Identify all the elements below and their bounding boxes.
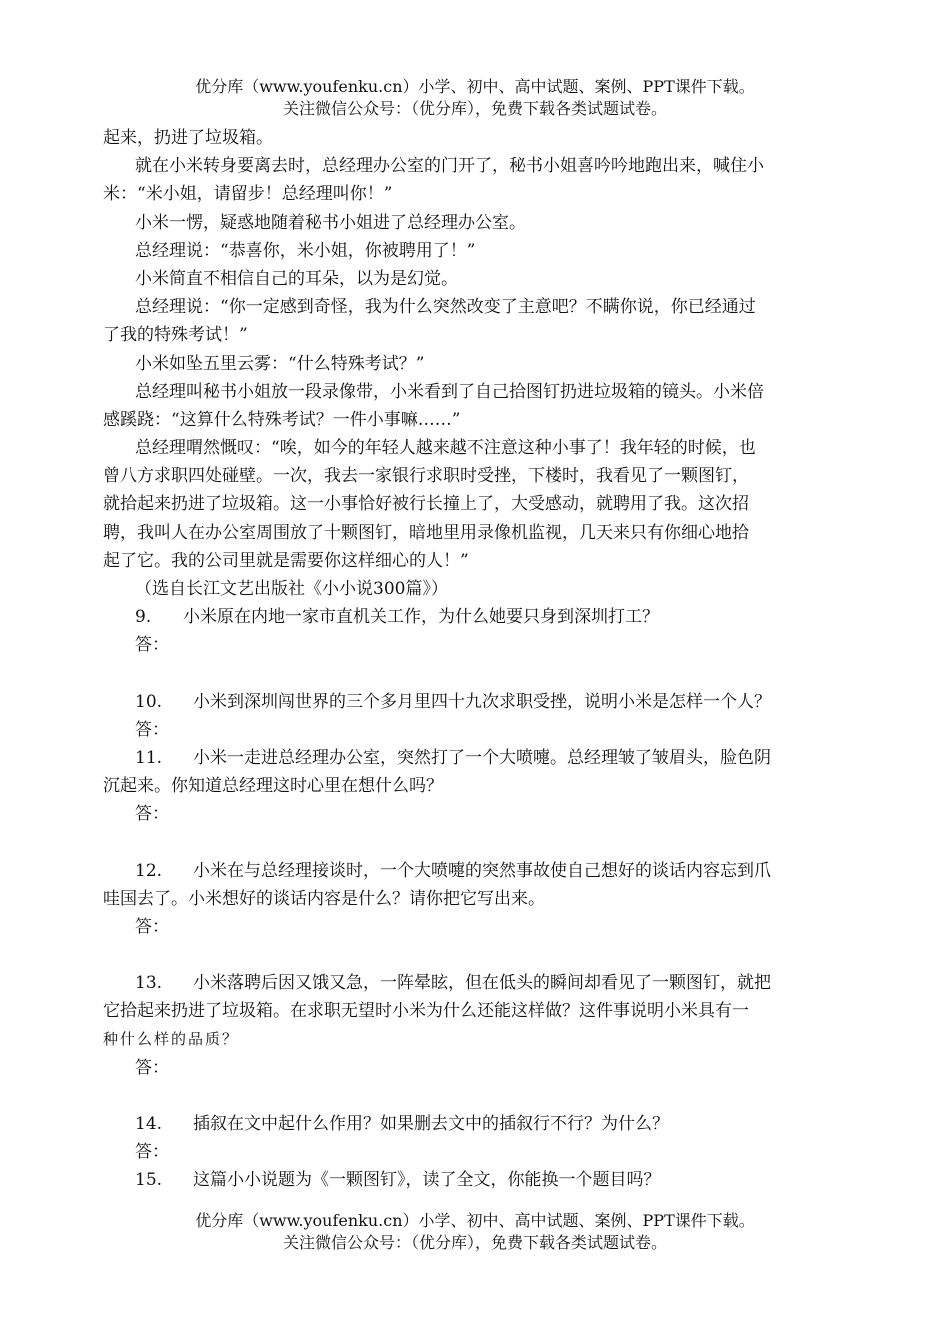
story-paragraph: 总经理说：“你一定感到奇怪，我为什么突然改变了主意吧？不瞒你说，你已经通过 xyxy=(135,297,756,318)
story-paragraph-continued: 感蹊跷：“这算什么特殊考试？一件小事嘛……” xyxy=(103,409,461,430)
header-line-2: 关注微信公众号：（优分库），免费下载各类试题试卷。 xyxy=(282,99,667,118)
question-12 xyxy=(103,857,848,885)
document-body xyxy=(103,124,848,1194)
answer-label: 答： xyxy=(135,1142,169,1162)
question-number: 12. xyxy=(135,860,163,881)
question-text: 小米一走进总经理办公室，突然打了一个大喷嚏。总经理皱了皱眉头，脸色阴 xyxy=(193,747,771,768)
story-paragraph: 小米简直不相信自己的耳朵，以为是幻觉。 xyxy=(135,268,458,289)
answer-space xyxy=(103,660,848,688)
question-text: 小米在与总经理接谈时，一个大喷嚏的突然事故使自己想好的谈话内容忘到爪 xyxy=(193,860,771,881)
question-text: 小米落聘后因又饿又急，一阵晕眩，但在低头的瞬间却看见了一颗图钉，就把 xyxy=(193,973,771,994)
story-source: （选自长江文艺出版社《小小说300篇》） xyxy=(135,579,448,599)
question-number: 14. xyxy=(135,1113,163,1134)
story-paragraph: 总经理叫秘书小姐放一段录像带，小米看到了自己拾图钉扔进垃圾箱的镜头。小米倍 xyxy=(135,381,764,402)
answer-label: 答： xyxy=(135,916,169,937)
story-paragraph: 总经理说：“恭喜你，米小姐，你被聘用了！” xyxy=(135,240,476,261)
story-paragraph-continued: 聘，我叫人在办公室周围放了十颗图钉，暗地里用录像机监视，几天来只有你细心地拾 xyxy=(103,522,749,543)
answer-space xyxy=(103,829,848,857)
story-paragraph: 就在小米转身要离去时，总经理办公室的门开了，秘书小姐喜吟吟地跑出来，喊住小 xyxy=(135,156,764,177)
story-paragraph: 小米如坠五里云雾：“什么特殊考试？” xyxy=(135,353,425,374)
question-text-continued: 种什么样的品质？ xyxy=(103,1030,240,1049)
answer-label: 答： xyxy=(135,1057,169,1078)
answer-space xyxy=(103,1082,848,1110)
answer-label: 答： xyxy=(135,719,169,740)
footer-line-2: 关注微信公众号：（优分库），免费下载各类试题试卷。 xyxy=(282,1233,667,1252)
story-paragraph-continued: 米：“米小姐，请留步！总经理叫你！” xyxy=(103,184,393,205)
answer-space xyxy=(103,941,848,969)
question-number: 15. xyxy=(135,1170,163,1191)
page-header xyxy=(0,76,950,120)
question-number: 13. xyxy=(135,973,163,994)
story-paragraph-continued: 起了它。我的公司里就是需要你这样细心的人！” xyxy=(103,550,469,571)
question-text: 小米到深圳闯世界的三个多月里四十九次求职受挫，说明小米是怎样一个人？ xyxy=(193,691,771,712)
answer-label: 答： xyxy=(135,804,169,825)
question-number: 11. xyxy=(135,747,163,768)
header-line-1: 优分库（www.youfenku.cn）小学、初中、高中试题、案例、PPT课件下载。 xyxy=(195,77,755,96)
question-10 xyxy=(103,688,848,716)
question-number: 9. xyxy=(135,607,152,628)
question-11 xyxy=(103,744,848,772)
question-text-continued: 沉起来。你知道总经理这时心里在想什么吗？ xyxy=(103,776,443,797)
story-paragraph-continued: 就拾起来扔进了垃圾箱。这一小事恰好被行长撞上了，大受感动，就聘用了我。这次招 xyxy=(103,494,749,515)
question-9 xyxy=(103,603,848,631)
story-paragraph: 总经理喟然慨叹：“唉，如今的年轻人越来越不注意这种小事了！我年轻的时候，也 xyxy=(135,438,756,459)
story-paragraph: 小米一愣，疑惑地随着秘书小姐进了总经理办公室。 xyxy=(135,212,526,233)
page-footer xyxy=(0,1210,950,1254)
story-paragraph-continued: 曾八方求职四处碰壁。一次，我去一家银行求职时受挫，下楼时，我看见了一颗图钉， xyxy=(103,466,749,487)
story-paragraph-continued: 了我的特殊考试！” xyxy=(103,325,248,346)
question-number: 10. xyxy=(135,691,163,712)
question-text-continued: 它拾起来扔进了垃圾箱。在求职无望时小米为什么还能这样做？这件事说明小米具有一 xyxy=(103,1001,749,1022)
story-paragraph: 起来，扔进了垃圾箱。 xyxy=(103,128,273,148)
answer-label: 答： xyxy=(135,635,169,656)
question-text-continued: 哇国去了。小米想好的谈话内容是什么？请你把它写出来。 xyxy=(103,888,545,909)
question-text: 这篇小小说题为《一颗图钉》，读了全文，你能换一个题目吗？ xyxy=(193,1170,661,1191)
question-text: 插叙在文中起什么作用？如果删去文中的插叙行不行？为什么？ xyxy=(193,1113,669,1134)
question-text: 小米原在内地一家市直机关工作，为什么她要只身到深圳打工？ xyxy=(183,607,659,628)
question-15 xyxy=(103,1166,848,1194)
question-13 xyxy=(103,969,848,997)
footer-line-1: 优分库（www.youfenku.cn）小学、初中、高中试题、案例、PPT课件下载。 xyxy=(195,1211,755,1230)
question-14 xyxy=(103,1110,848,1138)
